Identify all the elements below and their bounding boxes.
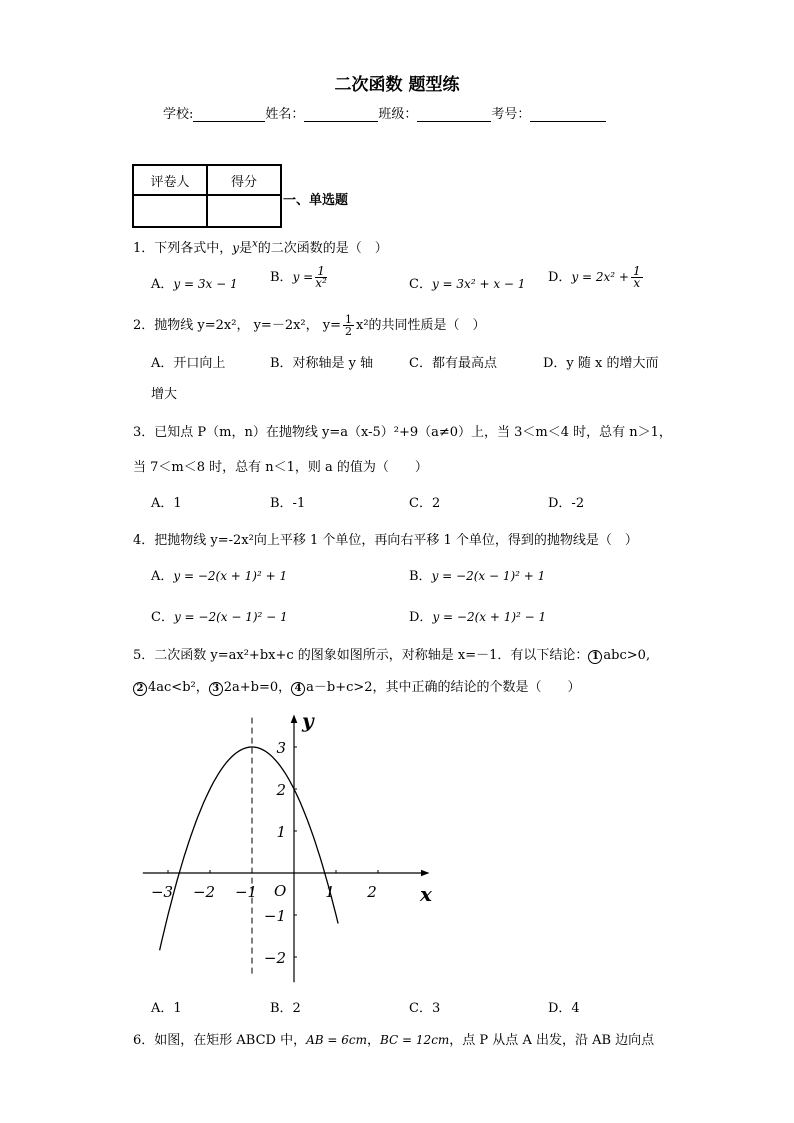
x-tick-label: −2 [192,883,216,901]
q6-stem-b: ，点 P 从点 A 出发，沿 AB 边向点 [449,1033,655,1048]
name-label: 姓名： [265,107,305,122]
q2-option-a[interactable]: A．开口向上 [151,356,226,371]
q1-var-x: x [252,238,258,250]
q1-d-den: x [633,276,641,290]
q2-half-den: 2 [345,325,353,338]
q4-b-expr: y = −2(x − 1)² + 1 [431,569,546,583]
y-tick-label: −1 [263,907,286,925]
y-tick-label: −2 [263,949,286,967]
q1-option-c[interactable] [409,273,525,292]
q1-stem-b: 的二次函数的是（ ） [257,241,388,256]
q5-line1-text: 5．二次函数 y=ax²+bx+c 的图象如图所示，对称轴是 x=－1．有以下结论： [133,648,589,663]
class-blank[interactable] [417,107,491,122]
q1-a-expr: y = 3x − 1 [173,277,238,291]
q4-d-expr: y = −2(x + 1)² − 1 [432,610,547,624]
x-tick-label: −3 [150,883,174,901]
question-5-line-1 [133,644,650,664]
q1-d-pre: y = 2x² + [571,270,629,284]
q1-b-den: x² [315,276,327,290]
origin-label: O [274,882,287,900]
y-axis-label: y [302,708,314,733]
q4-b-label: B． [409,569,432,584]
q4-c-label: C． [151,610,174,625]
q2-option-b[interactable]: B．对称轴是 y 轴 [270,356,374,371]
q4-option-c[interactable] [151,606,288,625]
conclusion-3-text: 2a+b=0， [223,680,292,695]
q1-b-num: 1 [317,264,325,278]
y-tick-label: 1 [276,823,286,841]
question-4-stem: 4．把抛物线 y=-2x²向上平移 1 个单位，再向右平移 1 个单位，得到的抛物线是（ ） [133,533,638,548]
conclusion-2-text: 4ac<b²， [148,680,209,695]
q2-option-d-continued: 增大 [151,387,178,402]
q6-comma: ， [367,1033,381,1048]
q5-option-c[interactable]: C．3 [409,1001,441,1016]
question-5-line-2 [133,676,581,696]
conclusion-1-marker: 1 [588,650,602,664]
q3-option-c[interactable]: C．2 [409,496,441,511]
q2-half-fraction [343,314,354,337]
q6-stem-a: 6．如图，在矩形 ABCD 中， [133,1033,307,1048]
parabola-curve [160,747,339,950]
question-6-stem [133,1029,654,1048]
score-cell[interactable] [207,195,281,227]
q6-ab-length: AB = 6cm [306,1033,367,1047]
q4-option-d[interactable] [409,606,546,625]
score-header: 得分 [207,165,281,195]
y-tick-label: 3 [276,739,286,757]
q3-option-a[interactable]: A．1 [151,496,182,511]
q4-a-expr: y = −2(x + 1)² + 1 [173,569,288,583]
q1-option-a[interactable] [151,273,238,292]
q5-option-b[interactable]: B．2 [270,1001,301,1016]
q1-shi: 是 [239,241,253,256]
conclusion-2-marker: 2 [133,682,147,696]
school-label: 学校: [163,107,194,122]
q1-option-b[interactable] [270,266,329,289]
conclusion-4-marker: 4 [291,682,305,696]
section-title: 一、单选题 [283,193,349,208]
q4-d-label: D． [409,610,433,625]
student-info-line [163,103,606,122]
q4-option-b[interactable] [409,565,545,584]
q1-d-fraction [631,266,643,289]
conclusion-3-marker: 3 [209,682,223,696]
q1-d-num: 1 [632,264,641,278]
x-axis-label: x [420,882,432,906]
score-table [132,164,282,228]
x-tick-label: 1 [325,883,335,901]
q1-d-label: D． [548,270,572,285]
q1-stem-a: 1．下列各式中， [133,241,233,256]
name-blank[interactable] [304,107,378,122]
q2-option-c[interactable]: C．都有最高点 [409,356,497,371]
q1-option-d[interactable] [548,266,645,289]
q1-b-label: B． [270,270,293,285]
q2-stem-b: x²的共同性质是（ ） [356,318,486,333]
question-3-line-1: 3．已知点 P（m，n）在抛物线 y=a（x-5）²+9（a≠0）上，当 3＜m＜4 时，总有 n＞1， [133,425,672,440]
parabola-graph [130,705,450,985]
exam-no-label: 考号： [491,107,531,122]
page-title: 二次函数 题型练 [334,75,460,95]
q1-b-fraction [315,266,327,289]
q1-c-label: C． [409,277,432,292]
exam-no-blank[interactable] [530,107,606,122]
q4-c-expr: y = −2(x − 1)² − 1 [173,610,288,624]
q1-a-label: A． [151,277,174,292]
y-tick-label: 2 [276,781,286,799]
q5-option-d[interactable]: D．4 [548,1001,580,1016]
q4-a-label: A． [151,569,174,584]
grader-header: 评卷人 [133,165,207,195]
x-tick-label: 2 [367,883,377,901]
q3-option-d[interactable]: D．-2 [548,496,585,511]
grader-cell[interactable] [133,195,207,227]
q2-half-num: 1 [345,313,353,326]
question-3-line-2: 当 7＜m＜8 时，总有 n＜1，则 a 的值为（ ） [133,460,428,475]
q2-stem-a: 2．抛物线 y=2x²， y=－2x²， y= [133,318,342,333]
q3-option-b[interactable]: B．-1 [270,496,306,511]
q6-bc-length: BC = 12cm [380,1033,450,1047]
q5-option-a[interactable]: A．1 [151,1001,182,1016]
q1-b-pre: y = [292,270,314,284]
q2-option-d[interactable]: D．y 随 x 的增大而 [543,356,659,371]
question-2-stem [133,314,486,337]
conclusion-4-text: a－b+c>2，其中正确的结论的个数是（ ） [306,680,581,695]
q1-c-expr: y = 3x² + x − 1 [431,277,526,291]
school-blank[interactable] [193,107,265,122]
q1-var-y: y [232,241,240,255]
conclusion-1-text: abc>0, [603,648,651,663]
class-label: 班级： [378,107,418,122]
question-1-stem [133,237,388,256]
x-tick-label: −1 [234,883,258,901]
q4-option-a[interactable] [151,565,287,584]
